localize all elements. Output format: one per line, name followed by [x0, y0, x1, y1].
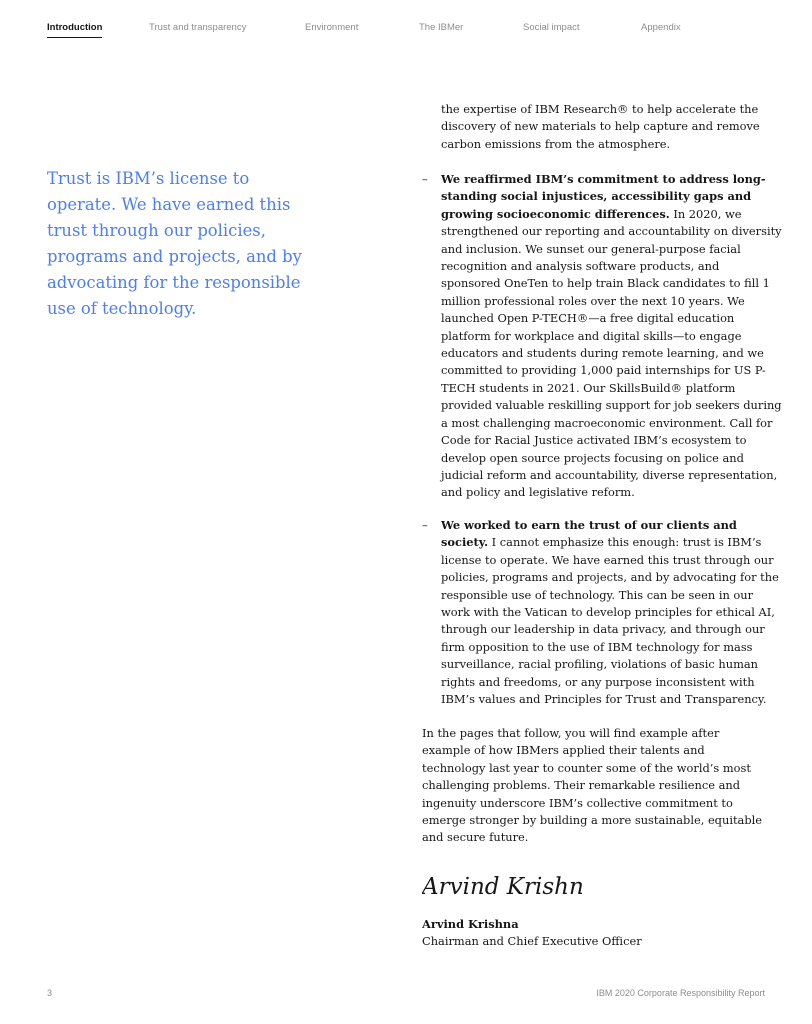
bullet-body-text: I cannot emphasize this enough: trust is IBM’s license to operate. We have earned this trust through our policies, programs and projects, and by advocating for the responsible use of technology. This can be seen in our work with the Vatican to develop principles for ethical AI, through our leadership in data privacy, and through our firm opposition to the use of IBM technology for mass surveillance, racial profiling, violations of basic human rights and freedoms, or any purpose inconsistent with IBM’s values and Principles for Trust and Transparency. — [441, 535, 779, 707]
continuation-paragraph: the expertise of IBM Research® to help accelerate the discovery of new materials to help capture and remove carbon emissions from the atmosphere. — [441, 102, 760, 151]
top-nav — [0, 22, 812, 42]
bullet-trust — [422, 517, 782, 708]
nav-tab-the-ibmer[interactable]: The IBMer — [419, 22, 464, 33]
pull-quote: Trust is IBM’s license to operate. We have earned this trust through our policies, programs and projects, and by advocating for the responsible use of technology. — [47, 169, 302, 318]
nav-tab-trust-and-transparency[interactable]: Trust and transparency — [149, 22, 247, 33]
bullet-dash: – — [422, 172, 428, 186]
page-number: 3 — [47, 988, 53, 998]
signer-name: Arvind Krishna — [422, 917, 519, 931]
bullet-paragraph — [422, 171, 782, 502]
bullet-dash: – — [422, 518, 428, 532]
handwritten-signature — [422, 870, 582, 902]
signer-title: Chairman and Chief Executive Officer — [422, 934, 642, 949]
bullet-social-injustice — [422, 171, 782, 502]
bullet-lead-bold: We reaffirmed IBM’s commitment to address long-standing social injustices, accessibility gaps and growing socioeconomic differences. — [441, 172, 766, 221]
nav-tab-appendix[interactable]: Appendix — [641, 22, 681, 33]
nav-tab-environment[interactable]: Environment — [305, 22, 359, 33]
signature-block — [422, 916, 782, 951]
bullet-body-text: In 2020, we strengthened our reporting and accountability on diversity and inclusion. We sunset our general-purpose facial recognition and analysis software products, and sponsored OneTen to help train Black candidates to fill 1 million professional roles over the next 10 years. We launched Open P-TECH®—a free digital education platform for workplace and digital skills—to engage educators and students during remote learning, and we committed to providing 1,000 paid internships for US P-TECH students in 2021. Our SkillsBuild® platform provided valuable reskilling support for job seekers during a most challenging macroeconomic environment. Call for Code for Racial Justice activated IBM’s ecosystem to develop open source projects focusing on police and judicial reform and accountability, diverse representation, and policy and legislative reform. — [441, 206, 782, 500]
body-column-top — [422, 101, 782, 153]
signature-script: Arvind Krishna — [422, 874, 582, 900]
closing-block — [422, 725, 767, 847]
bullet-lead-bold: We worked to earn the trust of our clients and society. — [441, 518, 737, 550]
report-title: IBM 2020 Corporate Responsibility Report — [596, 988, 765, 998]
bullet-paragraph — [422, 517, 782, 708]
signature-image — [422, 870, 582, 906]
closing-paragraph: In the pages that follow, you will find example after example of how IBMers applied their talents and technology last year to counter some of the world’s most challenging problems. Their remarkable resilience and ingenuity underscore IBM’s collective commitment to emerge stronger by building a more sustainable, equitable and secure future. — [422, 726, 763, 845]
nav-tab-social-impact[interactable]: Social impact — [523, 22, 580, 33]
nav-tab-introduction[interactable]: Introduction — [47, 22, 102, 38]
